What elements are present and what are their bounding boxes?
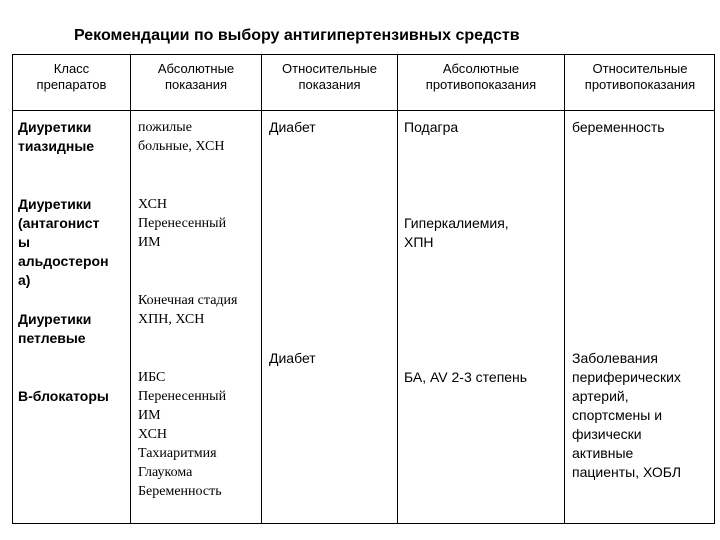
header-relative-indications: Относительные показания xyxy=(282,61,377,92)
header-relative-contraindications: Относительные противопоказания xyxy=(584,61,696,92)
column-divider xyxy=(564,55,565,523)
header-divider xyxy=(13,110,714,111)
antagonist-class: Диуретики (антагонист ы альдостерон а) xyxy=(18,196,109,288)
beta-blockers-absolute-contraindications: БА, AV 2-3 степень xyxy=(404,369,528,385)
thiazide-relative-contraindications: беременность xyxy=(572,119,665,135)
thiazide-absolute-indications: пожилые больные, ХСН xyxy=(138,120,225,154)
header-absolute-indications: Абсолютные показания xyxy=(157,61,235,92)
thiazide-absolute-contraindications: Подагра xyxy=(404,119,459,135)
thiazide-class: Диуретики тиазидные xyxy=(18,119,95,154)
antagonist-absolute-indications: ХСН Перенесенный ИМ xyxy=(138,197,227,250)
header-class: Класс препаратов xyxy=(36,61,107,92)
thiazide-relative-indications: Диабет xyxy=(269,119,316,135)
loop-class: Диуретики петлевые xyxy=(18,311,92,346)
page-title: Рекомендации по выбору антигипертензивных средств xyxy=(74,27,520,44)
column-divider xyxy=(261,55,262,523)
beta-blockers-relative-contraindications: Заболевания периферических артерий, спортсмены и физически активные пациенты, ХОБЛ xyxy=(572,350,682,480)
antagonist-absolute-contraindications: Гиперкалиемия, ХПН xyxy=(404,215,509,250)
loop-absolute-indications: Конечная стадия ХПН, ХСН xyxy=(138,293,238,327)
beta-blockers-relative-indications: Диабет xyxy=(269,350,316,366)
recommendations-table xyxy=(12,54,715,524)
column-divider xyxy=(130,55,131,523)
beta-blockers-class: В-блокаторы xyxy=(18,388,109,404)
column-divider xyxy=(397,55,398,523)
header-absolute-contraindications: Абсолютные противопоказания xyxy=(425,61,537,92)
beta-blockers-absolute-indications: ИБС Перенесенный ИМ ХСН Тахиаритмия Глаукома Беременность xyxy=(138,370,227,499)
